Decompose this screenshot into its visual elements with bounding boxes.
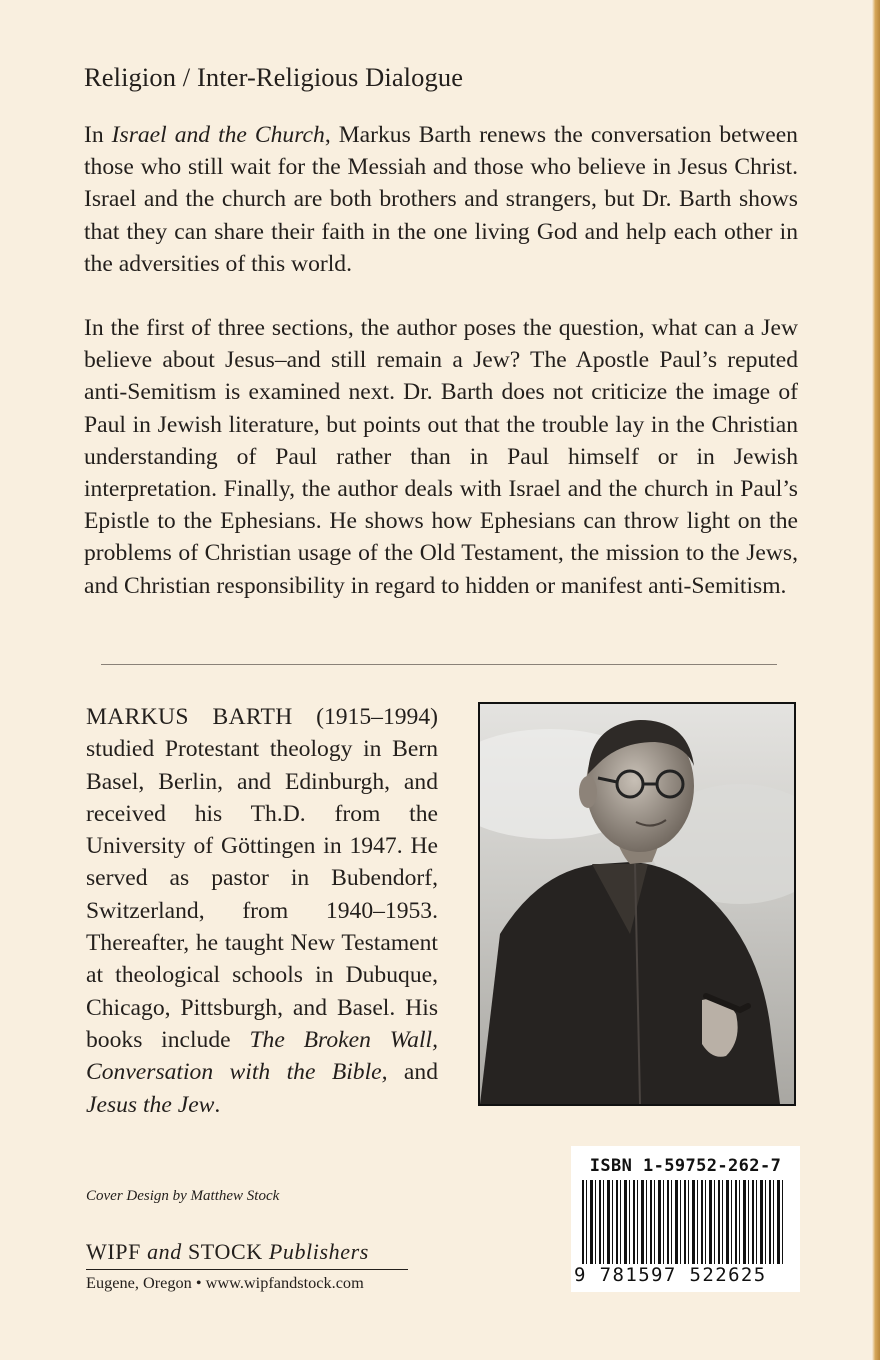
book-title: Israel and the Church [111, 122, 325, 148]
bio-end: . [214, 1091, 221, 1118]
publisher-wipf: WIPF [86, 1239, 148, 1264]
blurb-paragraph-1 [84, 119, 798, 280]
bio-book-1: The Broken Wall, Conversation with the Bible, [86, 1026, 438, 1086]
category-heading: Religion / Inter-Religious Dialogue [84, 62, 464, 92]
publisher-underline [86, 1269, 408, 1270]
publisher-name [86, 1239, 369, 1265]
divider [101, 664, 777, 665]
author-photo [478, 702, 796, 1106]
barcode-bars [582, 1180, 786, 1276]
author-dates: (1915–1994) [292, 704, 438, 730]
author-bio [86, 701, 438, 1121]
blurb-paragraph-2: In the first of three sections, the author poses the question, what can a Jew believe about Jesus–and still remain a Jew? The Apostle Paul’s reputed anti-Semitism is examined next. Dr. Barth does not criticize the image of Paul in Jewish literature, but points out that the trouble lay in the Christian understanding of Paul rather than in Paul himself or in Jewish interpretation. Finally, the author deals with Israel and the church in Paul’s Epistle to the Ephesians. He shows how Ephesians can throw light on the problems of Christian usage of the Old Testament, the mission to the Jews, and Christian responsibility in regard to hidden or manifest anti-Semitism. [84, 315, 798, 599]
bio-text: studied Protestant theology in Bern Basel, Berlin, and Edinburgh, and received his Th.D. from the University of Göttingen in 1947. He served as pastor in Bubendorf, Switzerland, from 1940–1953. Thereafter, he taught New Testament at theological schools in Dubuque, Chicago, Pittsburgh, and Basel. His books include [86, 736, 438, 1053]
author-name: MARKUS BARTH [86, 704, 293, 730]
publisher-publishers: Publishers [268, 1239, 369, 1264]
blurb-text: , Markus Barth renews the conversation between those who still wait for the Messiah and those who believe in Jesus Christ. Israel and the church are both brothers and strangers, but Dr. Barth shows that they can share their faith in the one living God and help each other in the adversities of this world. [84, 122, 798, 277]
isbn-label: ISBN 1-59752-262-7 [589, 1156, 782, 1176]
bio-and: and [387, 1059, 438, 1086]
bio-book-2: Jesus the Jew [86, 1091, 215, 1118]
cover-credit: Cover Design by Matthew Stock [86, 1188, 280, 1204]
barcode-box [571, 1146, 800, 1292]
cover-spine-edge [872, 0, 880, 1360]
publisher-address: Eugene, Oregon • www.wipfandstock.com [86, 1273, 364, 1292]
barcode-number: 9 781597 522625 [574, 1264, 798, 1286]
publisher-stock: STOCK [181, 1239, 269, 1264]
publisher-and: and [147, 1239, 182, 1264]
blurb-prefix: In [84, 122, 112, 148]
